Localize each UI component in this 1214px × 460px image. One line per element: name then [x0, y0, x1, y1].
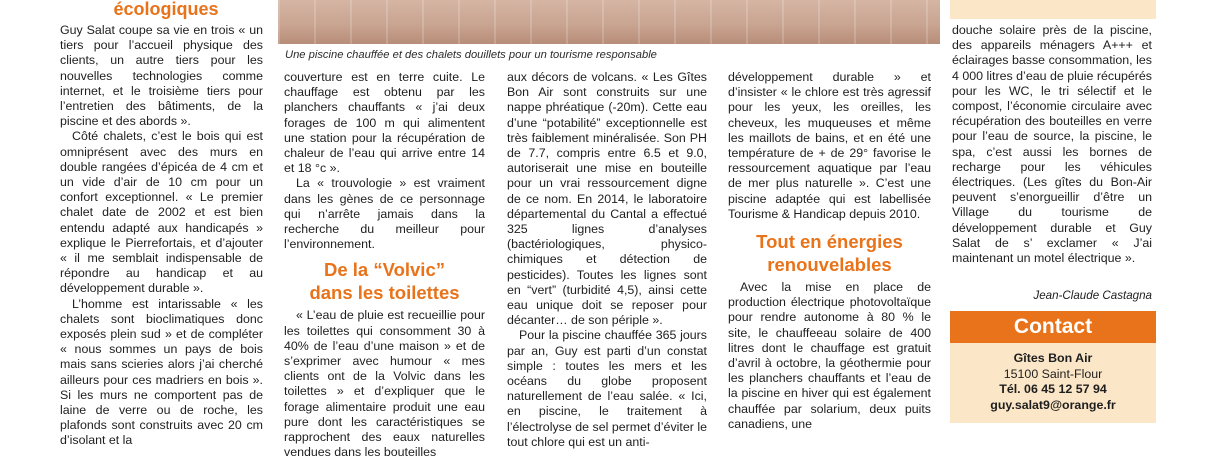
section-heading-ecologiques: écologiques: [113, 0, 219, 19]
contact-phone: Tél. 06 45 12 57 94: [999, 382, 1107, 396]
article-paragraph: Côté chalets, c’est le bois qui est omniprésent avec des murs en double rangées d’épicéa de 4 cm et un vide d’air de 10 cm pour un confort exceptionnel. « Le premier chalet date de 2002 et est bien entendu adapté aux handicapés » explique le Pierrefortais, et d’ajouter « il me semblait indispensable de répondre au handicap et au développement durable ».: [60, 129, 263, 296]
contact-title: Contact: [950, 311, 1156, 343]
section-heading-energies: Tout en énergies renouvelables: [756, 231, 903, 276]
contact-email[interactable]: guy.salat9@orange.fr: [990, 397, 1116, 412]
article-paragraph: « L’eau de pluie est recueillie pour les toilettes qui consomment 30 à 40% de l’eau d’une maison » et de s’exprimer avec humour « mes clients ont de la Volvic dans les toilettes » et d’expliquer que le forage alimentaire produit une eau pure dont les caractéristiques se rapprochent des eaux naturelles vendues dans les bouteilles: [284, 308, 485, 460]
article-paragraph: La « trouvologie » est vraiment dans les gènes de ce personnage qui n’arrête jamais dans la recherche du meilleur pour l’environnement.: [284, 176, 485, 252]
pool-photo: [278, 0, 940, 44]
photo-caption: Une piscine chauffée et des chalets douillets pour un tourisme responsable: [285, 49, 657, 61]
contact-box: [950, 343, 1156, 423]
sidebar-text: [952, 23, 1152, 266]
sidebar-paragraph: douche solaire près de la piscine, des appareils ménagers A+++ et éclairages basse consommation, les 4 000 litres d’eau de pluie récupérés pour les WC, le tri sélectif et le compost, l’économie circulaire avec récupération des bouteilles en verre pour l’eau de source, la piscine, le spa, c’est aussi les bornes de recharge pour les véhicules électriques. (Les gîtes du Bon-Air peuvent s’enorgueillir d’être un Village du tourisme de développement durable et Guy Salat de s’ exclamer « J’ai maintenant un motel électrique ».: [952, 23, 1152, 266]
article-paragraph: Avec la mise en place de production électrique photovoltaïque pour rendre autonome à 80 % le site, le chauffeeau solaire de 400 litres dont le chauffage est gratuit d’avril à octobre, la géothermie pour les planchers chauffants et l’eau de la piscine en hiver qui est également chauffée par solarium, deux puits canadiens, une: [728, 280, 931, 431]
article-column-4: [728, 70, 931, 432]
article-column-3: [507, 70, 707, 450]
author-signature: Jean-Claude Castagna: [1033, 289, 1152, 302]
sidebar-top-band: [950, 0, 1156, 19]
article-paragraph: L’homme est intarissable « les chalets sont bioclimatiques donc exposés plein sud » et de compléter « nous sommes un pays de bois mais sans scieries alors j’ai cherché ailleurs pour ces madriers en bois ». Si les murs ne comportent pas de laine de verre ou de roche, les plafonds sont construits avec 20 cm d’isolant et la: [60, 296, 263, 448]
section-heading-volvic: De la “Volvic” dans les toilettes: [309, 259, 460, 304]
article-column-1: [60, 23, 263, 449]
contact-city: 15100 Saint-Flour: [1003, 366, 1103, 381]
article-paragraph: couverture est en terre cuite. Le chauffage est obtenu par les planchers chauffants « j’ai deux forages de 100 m qui alimentent une station pour la récupération de chaleur de l’eau qui arrive entre 14 et 18 °c ».: [284, 70, 485, 176]
article-paragraph: développement durable » et d’insister « le chlore est très agressif pour les yeux, les oreilles, les cheveux, les muqueuses et même les maillots de bains, et en été une température de + de 29° favorise le ressourcement aquatique par l’eau de mer plus naturelle ». C’est une piscine adaptée qui est labellisée Tourisme & Handicap depuis 2010.: [728, 70, 931, 221]
article-column-2: [284, 70, 485, 460]
article-paragraph: aux décors de volcans. « Les Gîtes Bon Air sont construits sur une nappe phréatique (-20m). Cette eau d’une “potabilité” exceptionnelle est très faiblement minéralisée. Son PH de 7.7, compris entre 6.5 et 9.0, autoriserait une mise en bouteille pour un vrai ressourcement digne de ce nom. En 2014, le laboratoire départemental du Cantal a effectué 325 lignes d’analyses (bactériologiques, physico-chimiques et détection de pesticides). Toutes les lignes sont en “vert” (turbidité 4,5), ainsi cette eau unique doit se reposer pour décanter… de son périple ».: [507, 70, 707, 328]
article-paragraph: Pour la piscine chauffée 365 jours par an, Guy est parti d’un constat simple : toutes les mers et les océans du globe proposent naturellement de l’eau salée. « Ici, en piscine, le traitement à l’électrolyse de sel permet d’éviter le tout chlore qui est un anti-: [507, 328, 707, 449]
contact-name: Gîtes Bon Air: [1013, 351, 1093, 365]
article-paragraph: Guy Salat coupe sa vie en trois « un tiers pour l’accueil physique des clients, un autre tiers pour les nouvelles technologies comme internet, et le troisième tiers pour l’entretien des bâtiments, de la piscine et des abords ».: [60, 23, 263, 129]
